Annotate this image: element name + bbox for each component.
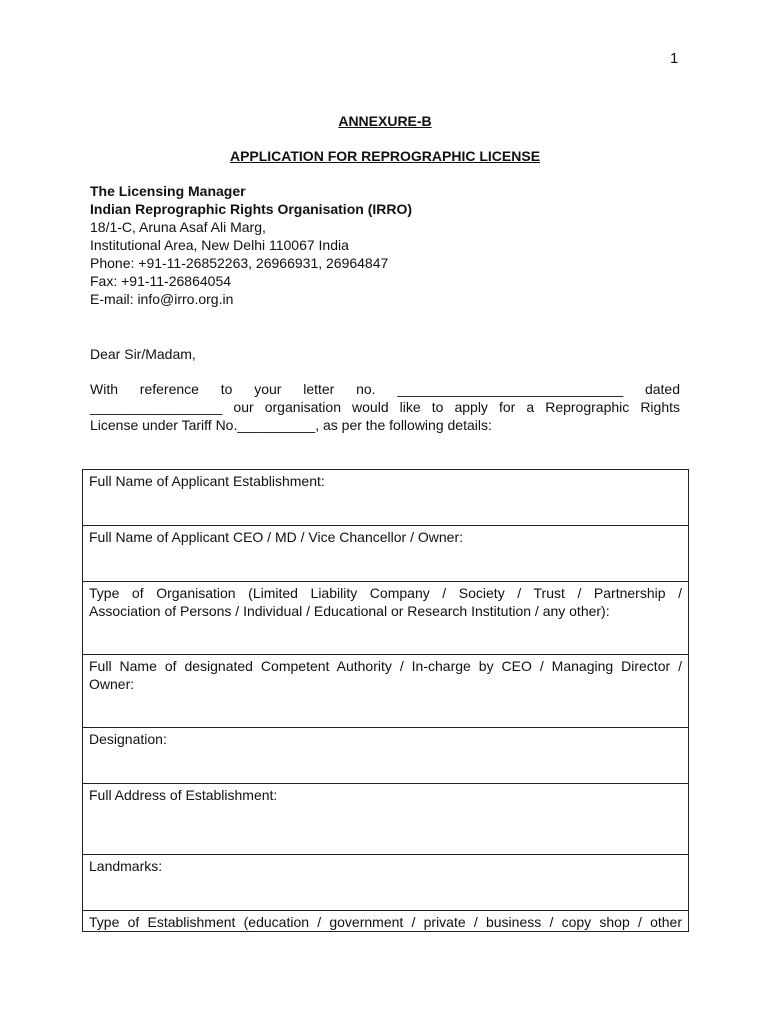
field-label: Full Address of Establishment: — [89, 787, 278, 803]
table-row — [83, 855, 689, 911]
organisation-type-field[interactable] — [83, 582, 689, 655]
field-label-line-1: Full Name of designated Competent Authority / In-charge by CEO / Managing Director / — [89, 658, 682, 674]
word: dated — [644, 381, 680, 397]
recipient-address-line-2: Institutional Area, New Delhi 110067 India — [90, 237, 349, 253]
word: to — [220, 381, 233, 397]
letter-body-line-1 — [90, 380, 680, 398]
applicant-ceo-field[interactable] — [83, 526, 689, 582]
field-label-line-2: Owner: — [89, 676, 135, 692]
table-row — [83, 582, 689, 655]
word: your — [254, 381, 282, 397]
table-row — [83, 470, 689, 526]
field-label: Landmarks: — [89, 858, 163, 874]
field-label-line-2: Association of Persons / Individual / Educational or Research Institution / any other): — [89, 603, 610, 619]
field-label: Designation: — [89, 731, 167, 747]
word: With — [90, 381, 118, 397]
application-details-table — [82, 469, 689, 932]
recipient-email: E-mail: info@irro.org.in — [90, 291, 234, 307]
word: reference — [139, 381, 199, 397]
table-row — [83, 784, 689, 855]
field-label-line-1: Type of Organisation (Limited Liability Company / Society / Trust / Partnership / — [89, 585, 682, 601]
field-label-line-1: Type of Establishment (education / government / private / business / copy shop / other — [89, 914, 682, 930]
letter-body-line-3: License under Tariff No.__________, as per the following details: — [90, 417, 492, 433]
word: no. — [356, 381, 376, 397]
designation-field[interactable] — [83, 728, 689, 784]
letter-body — [90, 380, 680, 434]
table-row — [83, 526, 689, 582]
table-row — [83, 728, 689, 784]
field-label: Full Name of Applicant CEO / MD / Vice Chancellor / Owner: — [89, 529, 463, 545]
establishment-type-field[interactable] — [83, 911, 689, 932]
field-label: Full Name of Applicant Establishment: — [89, 473, 325, 489]
page-number: 1 — [670, 50, 679, 67]
letter-number-blank[interactable]: _____________________________ — [397, 381, 624, 397]
recipient-address-line-1: 18/1-C, Aruna Asaf Ali Marg, — [90, 219, 266, 235]
establishment-address-field[interactable] — [83, 784, 689, 855]
recipient-phone: Phone: +91-11-26852263, 26966931, 26964847 — [90, 255, 389, 271]
recipient-fax: Fax: +91-11-26864054 — [90, 273, 232, 289]
table-row — [83, 655, 689, 728]
recipient-role: The Licensing Manager — [90, 183, 246, 199]
recipient-organisation: Indian Reprographic Rights Organisation (IRRO) — [90, 201, 413, 217]
letter-body-line-2-text: _________________ our organisation would like to apply for a Reprographic Rights — [90, 399, 680, 415]
recipient-address-block — [90, 182, 412, 308]
table-row — [83, 911, 689, 932]
document-title: APPLICATION FOR REPROGRAPHIC LICENSE — [229, 148, 541, 164]
letter-body-line-2 — [90, 398, 680, 416]
competent-authority-field[interactable] — [83, 655, 689, 728]
landmarks-field[interactable] — [83, 855, 689, 911]
annexure-heading: ANNEXURE-B — [338, 113, 432, 129]
word: letter — [303, 381, 335, 397]
applicant-establishment-field[interactable] — [83, 470, 689, 526]
salutation: Dear Sir/Madam, — [90, 346, 196, 362]
